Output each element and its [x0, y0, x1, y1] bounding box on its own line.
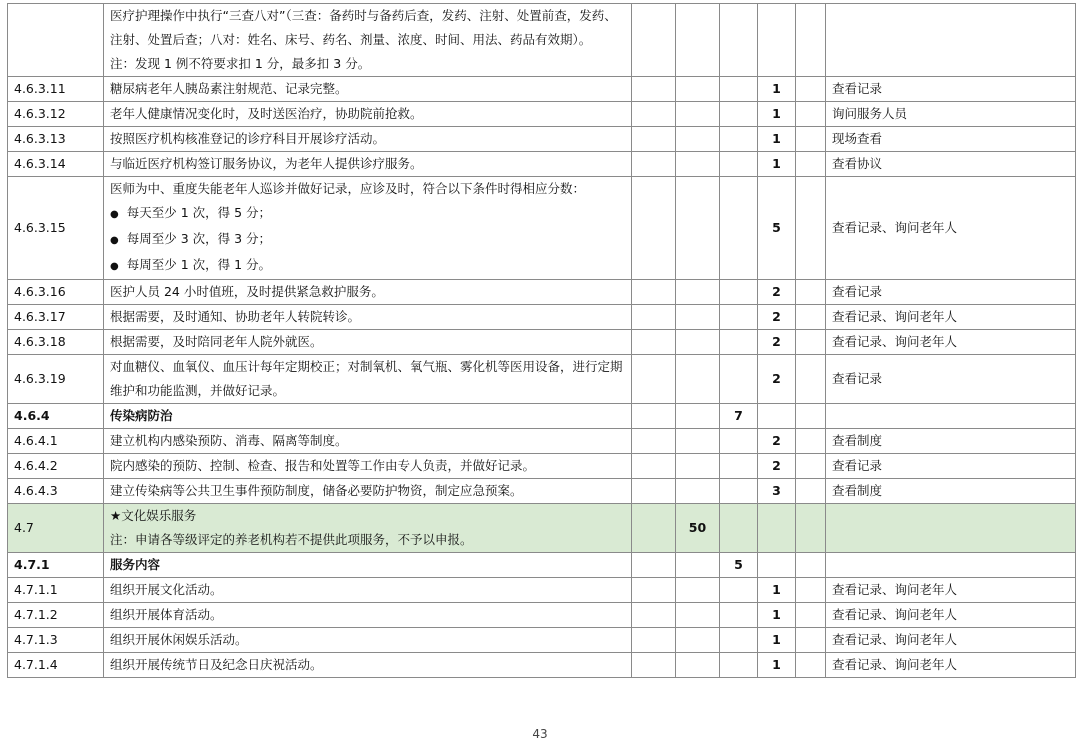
blank-cell: [796, 355, 826, 404]
assessment-method-cell: 现场查看: [826, 127, 1076, 152]
requirement-cell: [104, 653, 632, 678]
item-score-cell: 2: [758, 429, 796, 454]
category-score-cell: [676, 578, 720, 603]
section-score-cell: [720, 280, 758, 305]
requirement-text: 医师为中、重度失能老年人巡诊并做好记录，应诊及时，符合以下条件时得相应分数：: [110, 181, 586, 196]
requirement-text: 建立机构内感染预防、消毒、隔离等制度。: [110, 433, 348, 448]
category-score-cell: [676, 355, 720, 404]
assessment-method-cell: 询问服务人员: [826, 102, 1076, 127]
requirement-text: 组织开展文化活动。: [110, 582, 223, 597]
assessment-method-cell: 查看记录、询问老年人: [826, 578, 1076, 603]
category-score-cell: [676, 102, 720, 127]
requirement-text: 对血糖仪、血氧仪、血压计每年定期校正；对制氧机、氧气瓶、雾化机等医用设备，进行定期维护和功能监测，并做好记录。: [110, 359, 623, 398]
category-score-cell: [676, 628, 720, 653]
item-number-cell: 4.6.3.14: [8, 152, 104, 177]
item-score-cell: 1: [758, 603, 796, 628]
item-number-cell: 4.6.3.16: [8, 280, 104, 305]
blank-cell: [632, 280, 676, 305]
blank-cell: [796, 653, 826, 678]
blank-cell: [632, 603, 676, 628]
section-score-cell: [720, 4, 758, 77]
table-body: [8, 4, 1076, 678]
item-score-cell: 1: [758, 127, 796, 152]
section-score-cell: [720, 102, 758, 127]
item-number-cell: 4.6.3.11: [8, 77, 104, 102]
assessment-method-cell: 查看制度: [826, 429, 1076, 454]
section-score-cell: [720, 454, 758, 479]
blank-cell: [796, 454, 826, 479]
requirement-cell: [104, 429, 632, 454]
assessment-method-cell: 查看记录、询问老年人: [826, 305, 1076, 330]
requirement-text: 组织开展体育活动。: [110, 607, 223, 622]
section-score-cell: [720, 653, 758, 678]
section-score-cell: [720, 479, 758, 504]
table-row: [8, 429, 1076, 454]
blank-cell: [796, 102, 826, 127]
blank-cell: [632, 404, 676, 429]
category-score-cell: [676, 653, 720, 678]
category-score-cell: 50: [676, 504, 720, 553]
item-number-cell: 4.6.4.1: [8, 429, 104, 454]
item-number-cell: 4.7: [8, 504, 104, 553]
table-row: [8, 628, 1076, 653]
requirement-cell: [104, 578, 632, 603]
requirement-cell: [104, 4, 632, 77]
requirement-text: 根据需要，及时陪同老年人院外就医。: [110, 334, 323, 349]
table-row: [8, 578, 1076, 603]
requirement-cell: [104, 177, 632, 280]
assessment-method-cell: 查看记录、询问老年人: [826, 330, 1076, 355]
item-score-cell: 2: [758, 330, 796, 355]
item-number-cell: 4.6.3.13: [8, 127, 104, 152]
assessment-method-cell: 查看制度: [826, 479, 1076, 504]
table-row: [8, 280, 1076, 305]
bullet-item: ● 每天至少 1 次，得 5 分；: [110, 201, 625, 227]
category-score-cell: [676, 479, 720, 504]
blank-cell: [796, 152, 826, 177]
category-score-cell: [676, 77, 720, 102]
standards-table: [7, 3, 1076, 678]
blank-cell: [796, 77, 826, 102]
requirement-cell: [104, 305, 632, 330]
section-score-cell: [720, 504, 758, 553]
table-row: [8, 152, 1076, 177]
section-score-cell: 5: [720, 553, 758, 578]
assessment-method-cell: 查看协议: [826, 152, 1076, 177]
table-row: [8, 653, 1076, 678]
section-score-cell: [720, 127, 758, 152]
bullet-item: ● 每周至少 3 次，得 3 分；: [110, 227, 625, 253]
blank-cell: [632, 330, 676, 355]
requirement-cell: [104, 479, 632, 504]
item-number-cell: 4.6.3.15: [8, 177, 104, 280]
blank-cell: [632, 177, 676, 280]
table-row: [8, 102, 1076, 127]
requirement-cell: [104, 553, 632, 578]
blank-cell: [796, 305, 826, 330]
table-row: [8, 603, 1076, 628]
requirement-cell: [104, 127, 632, 152]
blank-cell: [632, 479, 676, 504]
requirement-text: 医护人员 24 小时值班，及时提供紧急救护服务。: [110, 284, 384, 299]
item-score-cell: 2: [758, 355, 796, 404]
blank-cell: [796, 603, 826, 628]
requirement-cell: [104, 330, 632, 355]
item-number-cell: 4.7.1.2: [8, 603, 104, 628]
item-number-cell: [8, 4, 104, 77]
section-score-cell: [720, 628, 758, 653]
blank-cell: [796, 404, 826, 429]
category-score-cell: [676, 429, 720, 454]
blank-cell: [632, 4, 676, 77]
blank-cell: [632, 653, 676, 678]
assessment-method-cell: 查看记录: [826, 77, 1076, 102]
category-score-cell: [676, 177, 720, 280]
note-text: 注：申请各等级评定的养老机构若不提供此项服务，不予以申报。: [110, 532, 473, 547]
table-row: [8, 404, 1076, 429]
requirement-text: 糖尿病老年人胰岛素注射规范、记录完整。: [110, 81, 348, 96]
assessment-method-cell: 查看记录: [826, 280, 1076, 305]
item-number-cell: 4.6.4.2: [8, 454, 104, 479]
section-score-cell: [720, 152, 758, 177]
blank-cell: [796, 578, 826, 603]
category-score-cell: [676, 152, 720, 177]
blank-cell: [796, 628, 826, 653]
assessment-method-cell: [826, 4, 1076, 77]
item-score-cell: 2: [758, 454, 796, 479]
assessment-method-cell: 查看记录、询问老年人: [826, 653, 1076, 678]
item-number-cell: 4.6.4: [8, 404, 104, 429]
requirement-text: 服务内容: [110, 557, 161, 572]
item-score-cell: [758, 404, 796, 429]
item-number-cell: 4.6.3.17: [8, 305, 104, 330]
assessment-method-cell: [826, 553, 1076, 578]
requirement-text: 老年人健康情况变化时，及时送医治疗，协助院前抢救。: [110, 106, 423, 121]
item-score-cell: 3: [758, 479, 796, 504]
blank-cell: [632, 429, 676, 454]
item-number-cell: 4.7.1.3: [8, 628, 104, 653]
table-row: [8, 77, 1076, 102]
blank-cell: [796, 177, 826, 280]
item-number-cell: 4.7.1.1: [8, 578, 104, 603]
item-number-cell: 4.6.3.12: [8, 102, 104, 127]
note-text: 注：发现 1 例不符要求扣 1 分，最多扣 3 分。: [110, 56, 371, 71]
requirement-text: 组织开展传统节日及纪念日庆祝活动。: [110, 657, 323, 672]
requirement-cell: [104, 504, 632, 553]
requirement-text: 根据需要，及时通知、协助老年人转院转诊。: [110, 309, 361, 324]
requirement-cell: [104, 628, 632, 653]
requirement-cell: [104, 77, 632, 102]
requirement-text: 按照医疗机构核准登记的诊疗科目开展诊疗活动。: [110, 131, 386, 146]
item-score-cell: [758, 504, 796, 553]
requirement-cell: [104, 355, 632, 404]
assessment-method-cell: 查看记录、询问老年人: [826, 628, 1076, 653]
blank-cell: [796, 429, 826, 454]
assessment-method-cell: 查看记录、询问老年人: [826, 177, 1076, 280]
item-score-cell: 1: [758, 578, 796, 603]
blank-cell: [632, 355, 676, 404]
category-score-cell: [676, 603, 720, 628]
item-score-cell: 2: [758, 280, 796, 305]
blank-cell: [796, 330, 826, 355]
blank-cell: [796, 280, 826, 305]
item-score-cell: 1: [758, 102, 796, 127]
item-score-cell: 1: [758, 152, 796, 177]
blank-cell: [632, 454, 676, 479]
blank-cell: [632, 628, 676, 653]
blank-cell: [632, 305, 676, 330]
section-score-cell: [720, 355, 758, 404]
item-score-cell: 1: [758, 653, 796, 678]
section-score-cell: 7: [720, 404, 758, 429]
section-score-cell: [720, 305, 758, 330]
category-score-cell: [676, 127, 720, 152]
requirement-text: 医疗护理操作中执行“三查八对”（三查：备药时与备药后查，发药、注射、处置前查，发药、注射、处置后查；八对：姓名、床号、药名、剂量、浓度、时间、用法、药品有效期）。: [110, 8, 617, 47]
category-score-cell: [676, 454, 720, 479]
blank-cell: [796, 504, 826, 553]
page-number: 43: [532, 727, 548, 741]
blank-cell: [632, 77, 676, 102]
requirement-text: 传染病防治: [110, 408, 173, 423]
blank-cell: [632, 553, 676, 578]
item-score-cell: 2: [758, 305, 796, 330]
table-row: [8, 305, 1076, 330]
item-score-cell: [758, 4, 796, 77]
requirement-cell: [104, 404, 632, 429]
section-score-cell: [720, 603, 758, 628]
requirement-text: 组织开展休闲娱乐活动。: [110, 632, 248, 647]
section-score-cell: [720, 177, 758, 280]
blank-cell: [632, 578, 676, 603]
blank-cell: [632, 152, 676, 177]
blank-cell: [796, 479, 826, 504]
blank-cell: [632, 504, 676, 553]
blank-cell: [796, 127, 826, 152]
requirement-cell: [104, 152, 632, 177]
requirement-cell: [104, 454, 632, 479]
item-number-cell: 4.7.1.4: [8, 653, 104, 678]
table-row: [8, 4, 1076, 77]
table-row: [8, 553, 1076, 578]
table-row: [8, 330, 1076, 355]
item-number-cell: 4.6.3.19: [8, 355, 104, 404]
blank-cell: [632, 102, 676, 127]
requirement-text: 与临近医疗机构签订服务协议，为老年人提供诊疗服务。: [110, 156, 423, 171]
assessment-method-cell: 查看记录、询问老年人: [826, 603, 1076, 628]
blank-cell: [796, 553, 826, 578]
bullet-item: ● 每周至少 1 次，得 1 分。: [110, 253, 625, 279]
requirement-text: ★文化娱乐服务: [110, 508, 197, 523]
assessment-method-cell: 查看记录: [826, 355, 1076, 404]
table-row: [8, 504, 1076, 553]
item-score-cell: 5: [758, 177, 796, 280]
section-score-cell: [720, 77, 758, 102]
category-score-cell: [676, 330, 720, 355]
category-score-cell: [676, 404, 720, 429]
item-score-cell: 1: [758, 77, 796, 102]
requirement-cell: [104, 280, 632, 305]
category-score-cell: [676, 280, 720, 305]
section-score-cell: [720, 429, 758, 454]
table-row: [8, 127, 1076, 152]
item-number-cell: 4.6.3.18: [8, 330, 104, 355]
requirement-text: 建立传染病等公共卫生事件预防制度，储备必要防护物资，制定应急预案。: [110, 483, 523, 498]
section-score-cell: [720, 578, 758, 603]
requirement-cell: [104, 102, 632, 127]
category-score-cell: [676, 305, 720, 330]
blank-cell: [796, 4, 826, 77]
assessment-method-cell: [826, 504, 1076, 553]
requirement-text: 院内感染的预防、控制、检查、报告和处置等工作由专人负责，并做好记录。: [110, 458, 536, 473]
table-row: [8, 479, 1076, 504]
table-row: [8, 177, 1076, 280]
section-score-cell: [720, 330, 758, 355]
requirement-cell: [104, 603, 632, 628]
item-score-cell: 1: [758, 628, 796, 653]
item-number-cell: 4.6.4.3: [8, 479, 104, 504]
blank-cell: [632, 127, 676, 152]
assessment-method-cell: [826, 404, 1076, 429]
item-score-cell: [758, 553, 796, 578]
category-score-cell: [676, 4, 720, 77]
assessment-method-cell: 查看记录: [826, 454, 1076, 479]
table-row: [8, 454, 1076, 479]
category-score-cell: [676, 553, 720, 578]
item-number-cell: 4.7.1: [8, 553, 104, 578]
table-row: [8, 355, 1076, 404]
